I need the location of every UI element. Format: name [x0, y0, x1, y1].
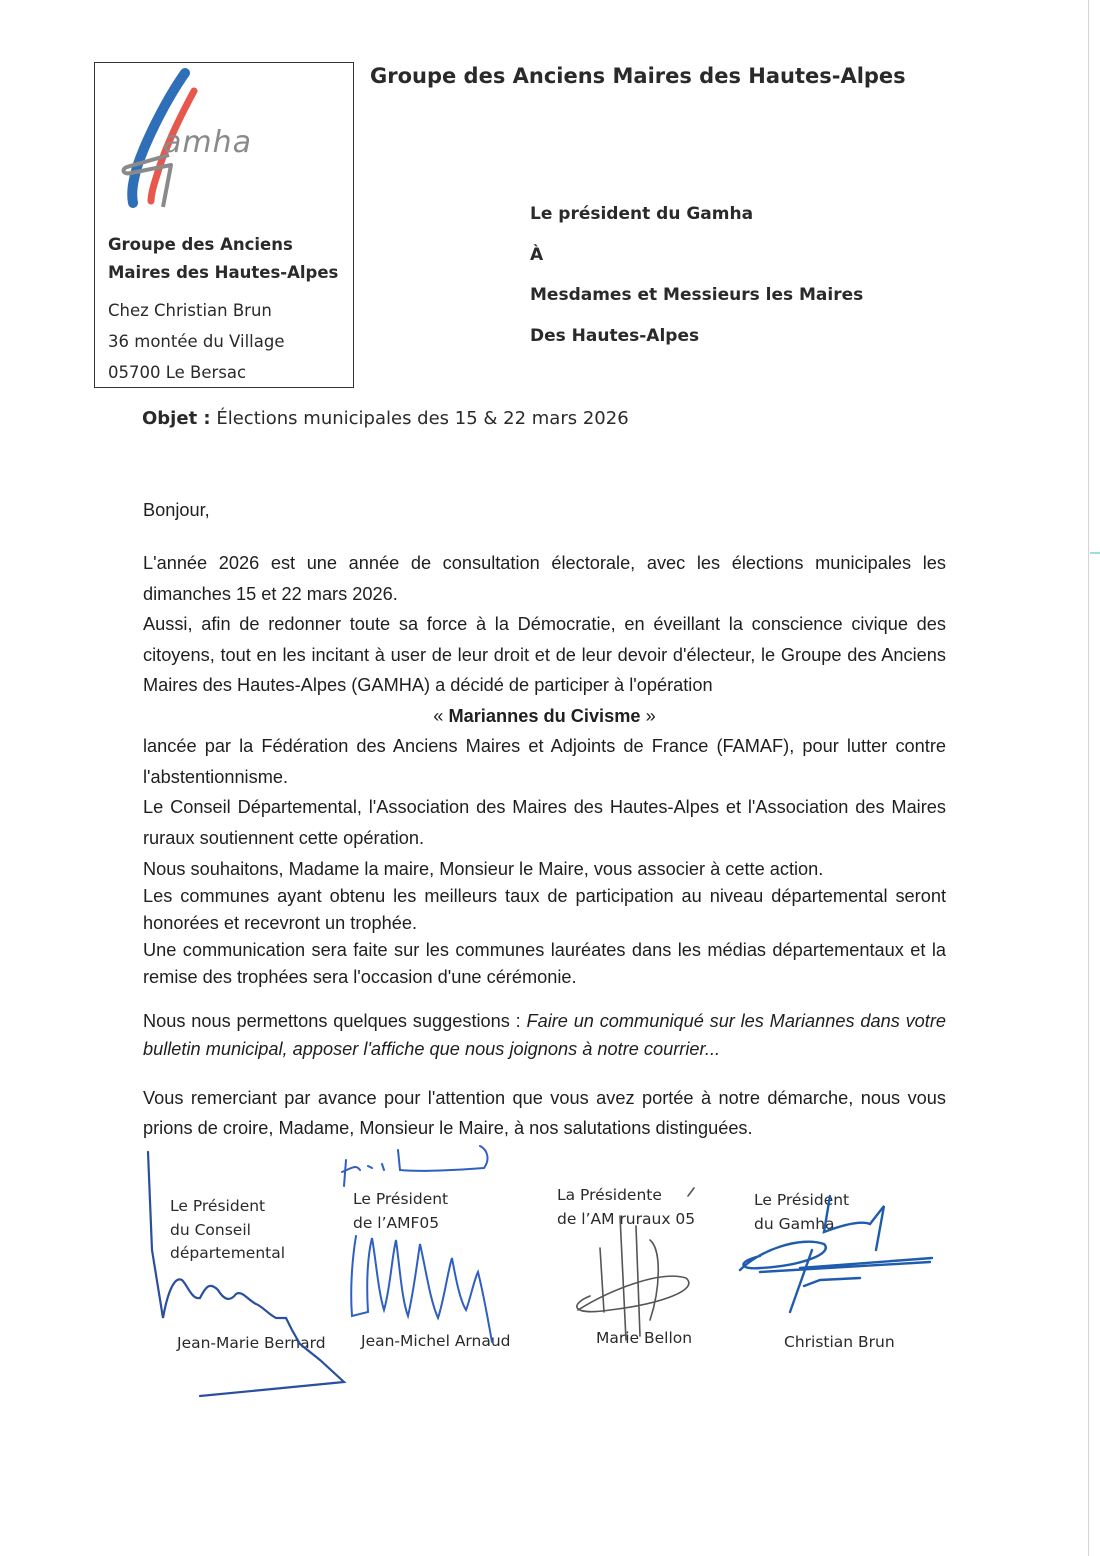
paragraph-line: L'année 2026 est une année de consultation électorale, avec les élections municipales les dimanches 15 et 22 mars 2026.	[143, 553, 946, 604]
paragraph-line: lancée par la Fédération des Anciens Maires et Adjoints de France (FAMAF), pour lutter contre l'abstentionnisme.	[143, 736, 946, 787]
sender-organization-name	[108, 231, 338, 287]
recipient-line: Le président du Gamha	[530, 204, 754, 224]
sender-address	[108, 295, 284, 388]
gamha-logo	[113, 67, 283, 212]
recipient-line: Des Hautes-Alpes	[530, 325, 700, 346]
signature-title-line: Le Président	[754, 1191, 850, 1209]
greeting	[143, 500, 946, 521]
closing-text: Vous remerciant par avance pour l'attention que vous avez portée à notre démarche, nous vous prions de croire, Madame, Monsieur le Maire, à nos salutations distinguées.	[143, 1088, 946, 1138]
signature-title-am-ruraux	[557, 1184, 695, 1231]
signature-title-line: du Conseil	[170, 1220, 251, 1239]
recipient-line: À	[530, 244, 544, 265]
sender-name-line: Maires des Hautes-Alpes	[108, 263, 339, 282]
operation-name: Mariannes du Civisme	[448, 705, 641, 726]
letter-subject	[142, 408, 629, 429]
subject-label: Objet :	[142, 408, 211, 429]
logo-text: amha	[163, 125, 253, 160]
signature-title-gamha	[754, 1189, 849, 1236]
signature-title-line: départemental	[170, 1244, 286, 1262]
signature-title-amf05	[353, 1188, 448, 1235]
recipient-block	[530, 200, 863, 362]
signatory-name: Christian Brun	[784, 1333, 895, 1351]
signature-ink-bernard	[148, 1152, 344, 1396]
paragraph-line: Une communication sera faite sur les communes lauréates dans les médias départementaux et la remise des trophées sera l'occasion d'une cérémonie.	[143, 940, 946, 987]
suggestions-line	[143, 1007, 946, 1063]
paragraph-closing	[143, 1083, 946, 1143]
paragraph-suggestions	[143, 1007, 946, 1063]
signature-title-line: du Gamha	[754, 1214, 835, 1233]
quote-close: »	[640, 705, 656, 726]
signatory-name: Jean-Michel Arnaud	[361, 1332, 511, 1350]
page-edge-line	[1088, 0, 1089, 1556]
address-line: Chez Christian Brun	[108, 301, 272, 320]
paragraph-line: Le Conseil Départemental, l'Association des Maires des Hautes-Alpes et l'Association des Maires ruraux soutiennent cette opération.	[143, 797, 946, 848]
paragraph-line: Aussi, afin de redonner toute sa force à la Démocratie, en éveillant la conscience civique des citoyens, tout en les incitant à user de leur droit et de leur devoir d'électeur, le Groupe des Anciens Maires des Hautes-Alpes (GAMHA) a décidé de participer à l'opération	[143, 614, 946, 695]
sender-address-block	[94, 62, 354, 388]
operation-name-line	[143, 701, 946, 732]
greeting-text: Bonjour,	[143, 500, 210, 520]
paragraph-line: Nous souhaitons, Madame la maire, Monsieur le Maire, vous associer à cette action.	[143, 859, 824, 879]
suggestions-italic: Faire un communiqué sur les Mariannes dans votre bulletin municipal, apposer l'affiche que nous joignons à notre courrier...	[143, 1011, 947, 1059]
signature-title-line: La Présidente	[557, 1186, 662, 1204]
signature-ink-arnaud	[342, 1146, 487, 1186]
page-edge-mark	[1090, 552, 1100, 554]
signature-ink-arnaud-2	[351, 1236, 492, 1342]
signature-title-line: de l’AM ruraux 05	[557, 1209, 696, 1228]
sender-name-line: Groupe des Anciens	[108, 235, 293, 254]
suggestions-intro: Nous nous permettons quelques suggestions :	[143, 1011, 527, 1031]
signature-title-conseil	[170, 1195, 285, 1266]
signatory-name: Jean-Marie Bernard	[177, 1334, 326, 1352]
organization-title: Groupe des Anciens Maires des Hautes-Alpes	[370, 64, 906, 88]
signature-title-line: Le Président	[353, 1190, 449, 1208]
quote-open: «	[433, 705, 449, 726]
signature-title-line: Le Président	[170, 1197, 266, 1215]
signature-title-line: de l’AMF05	[353, 1213, 440, 1232]
subject-text: Élections municipales des 15 & 22 mars 2026	[210, 408, 629, 429]
paragraph-support	[143, 792, 946, 991]
paragraph-intro	[143, 548, 946, 792]
paragraph-line: Les communes ayant obtenu les meilleurs taux de participation au niveau départemental seront honorées et recevront un trophée.	[143, 886, 946, 933]
address-line: 36 montée du Village	[108, 332, 285, 351]
signatory-name: Marie Bellon	[596, 1329, 693, 1347]
recipient-line: Mesdames et Messieurs les Maires	[530, 285, 864, 305]
address-line: 05700 Le Bersac	[108, 363, 247, 382]
